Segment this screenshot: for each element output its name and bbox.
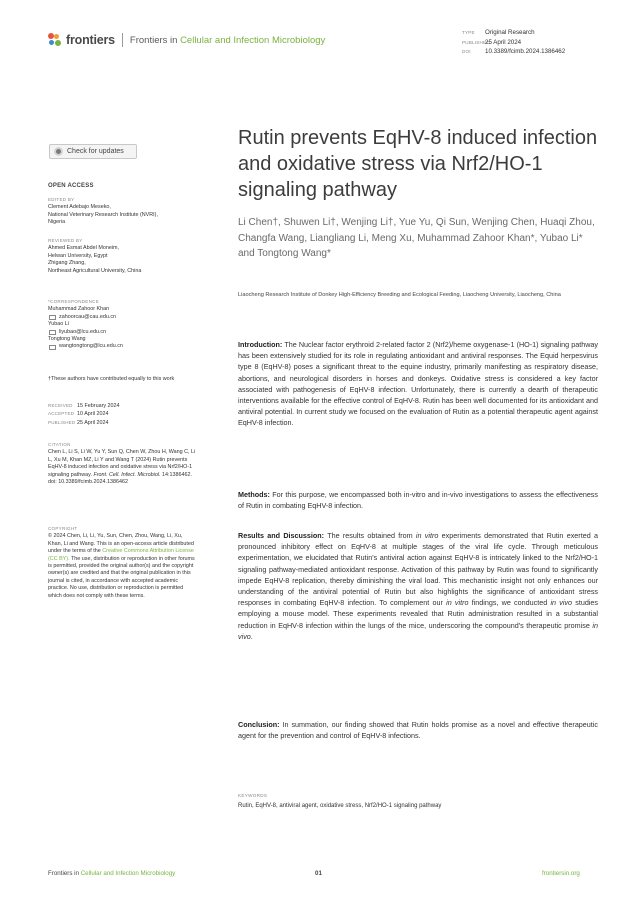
- meta-published: PUBLISHED25 April 2024: [462, 38, 522, 46]
- envelope-icon: [49, 315, 56, 320]
- email-link[interactable]: wangtongtong@lcu.edu.cn: [49, 343, 196, 350]
- keywords-label: KEYWORDS: [238, 793, 268, 798]
- check-for-updates-button[interactable]: Check for updates: [49, 144, 137, 159]
- envelope-icon: [49, 330, 56, 335]
- envelope-icon: [49, 345, 56, 350]
- footer-site-link[interactable]: frontiersin.org: [542, 870, 580, 877]
- edited-by-section: EDITED BY Clement Adebajo Meseko, National Veterinary Research Institute (NVRI), Nigeria: [48, 197, 158, 226]
- frontiers-logo-icon: [48, 33, 62, 47]
- citation-doi[interactable]: doi: 10.3389/fcimb.2024.1386462: [48, 479, 129, 486]
- article-meta: [462, 28, 565, 57]
- meta-type: TYPE Original Research: [462, 29, 535, 36]
- copyright-section: COPYRIGHT © 2024 Chen, Li, Li, Yu, Sun, Chen, Zhou, Wang, Li, Xu, Khan, Li and Wang. This is an open-access article distributed under the terms of the Creative Commons Attribution License (CC BY). The use, distribution or reproduction in other forums is permitted, provided the original author(s) and the copyright owner(s) are credited and that the original publication in this journal is cited, in accordance with accepted academic practice. No use, distribution or reproduction is permitted which does not comply with these terms.: [48, 526, 195, 599]
- abstract-introduction: Introduction: The Nuclear factor erythroid 2-related factor 2 (Nrf2)/heme oxygenase-1 (HO-1) signaling pathway has been extensively studied for its role in regulating antioxidant and antiviral responses. The Equid herpesvirus type 8 (EqHV-8) poses a significant threat to the equine industry, primarily manifesting as respiratory disease, abortions, and neurological disorders in horses and donkeys. Oxidative stress is considered a key factor associated with pathogenesis of EqHV-8 infection. Unfortunately, there is currently a dearth of therapeutic interventions available for the effective control of EqHV-8. Rutin has been well documented for its antioxidant and antiviral potential. In current study we focused on the evaluation of Rutin as a potential therapeutic agent against EqHV-8 infection.: [238, 340, 598, 428]
- correspondence-section: *CORRESPONDENCE Muhammad Zahoor Khan zahoorcau@cau.edu.cn Yubao Li liyubao@lcu.edu.cn Tongtong Wang wangtongtong@lcu.edu.cn: [48, 298, 196, 351]
- dates-section: RECEIVED 15 February 2024 ACCEPTED 10 April 2024 PUBLISHED 25 April 2024: [48, 403, 120, 426]
- reviewed-by-section: REVIEWED BY Ahmed Esmat Abdel Moneim, Helwan University, Egypt Zhigang Zhang, Northeast Agricultural University, China: [48, 238, 142, 274]
- page-number: 01: [315, 870, 322, 877]
- abstract-results: Results and Discussion: The results obtained from in vitro experiments demonstrated that Rutin exerted a pronounced inhibitory effect on EqHV-8 at multiple stages of the viral life cycle. Through meticulous experimentation, we elucidated that Rutin's antiviral action against EqHV-8 is intricately linked to the Nrf2/HO-1 signaling pathway-mediated antioxidant response. Activation of this pathway by Rutin was found to significantly impede EqHV-8 replication, thereby diminishing the viral load. This mechanistic insight not only enhances our understanding of the antiviral potential of Rutin but also highlights the significance of antioxidant stress responses in combating EqHV-8 infection. To complement our in vitro findings, we conducted in vivo studies employing a mouse model. These experiments revealed that Rutin administration resulted in a substantial reduction in EqHV-8 infection within the lungs of the mice, underscoring the compound's therapeutic promise in vivo.: [238, 531, 599, 641]
- license-link[interactable]: Creative Commons Attribution License (CC BY).: [48, 548, 194, 562]
- journal-header: Frontiers in Cellular and Infection Microbiology: [129, 34, 326, 46]
- meta-doi: DOI 10.3389/fcimb.2024.1386462: [462, 48, 566, 55]
- abstract-methods: Methods: For this purpose, we encompassed both in-vitro and in-vivo investigations to assess the effectiveness of Rutin in combating EqHV-8 infection.: [238, 490, 598, 511]
- abstract-conclusion: Conclusion: In summation, our finding showed that Rutin holds promise as a novel and effective therapeutic agent for the prevention and control of EqHV-8 infections.: [238, 720, 598, 741]
- email-link[interactable]: liyubao@lcu.edu.cn: [49, 329, 196, 336]
- open-access-label: OPEN ACCESS: [48, 183, 94, 189]
- footer-journal[interactable]: Frontiers in Cellular and Infection Microbiology: [48, 870, 176, 877]
- affiliation: Liaocheng Research Institute of Donkey High-Efficiency Breeding and Ecological Feeding, Liaocheng University, Liaocheng, China: [238, 292, 561, 298]
- author-list: Li Chen†, Shuwen Li†, Wenjing Li†, Yue Yu, Qi Sun, Wenjing Chen, Huaqi Zhou, Changfa Wang, Liangliang Li, Meng Xu, Muhammad Zahoor Khan*, Yubao Li* and Tongtong Wang*: [238, 217, 595, 259]
- equal-contribution-note: †These authors have contributed equally to this work: [48, 376, 175, 382]
- article-title: Rutin prevents EqHV-8 induced infection and oxidative stress via Nrf2/HO-1 signaling pathway: [238, 127, 598, 201]
- keywords: Rutin, EqHV-8, antiviral agent, oxidative stress, Nrf2/HO-1 signaling pathway: [238, 803, 442, 809]
- header-logo[interactable]: [48, 33, 325, 47]
- citation-section: CITATION Chen L, Li S, Li W, Yu Y, Sun Q, Chen W, Zhou H, Wang C, Li L, Xu M, Khan MZ, Li Y and Wang T (2024) Rutin prevents EqHV-8 induced infection and oxidative stress via Nrf2/HO-1 signaling pathway. Front. Cell. Infect. Microbiol. 14:1386462. doi: 10.3389/fcimb.2024.1386462: [48, 441, 198, 486]
- logo-divider: [122, 33, 123, 47]
- logo-text: frontiers: [66, 33, 115, 47]
- update-icon: [54, 147, 63, 156]
- email-link[interactable]: zahoorcau@cau.edu.cn: [49, 314, 196, 321]
